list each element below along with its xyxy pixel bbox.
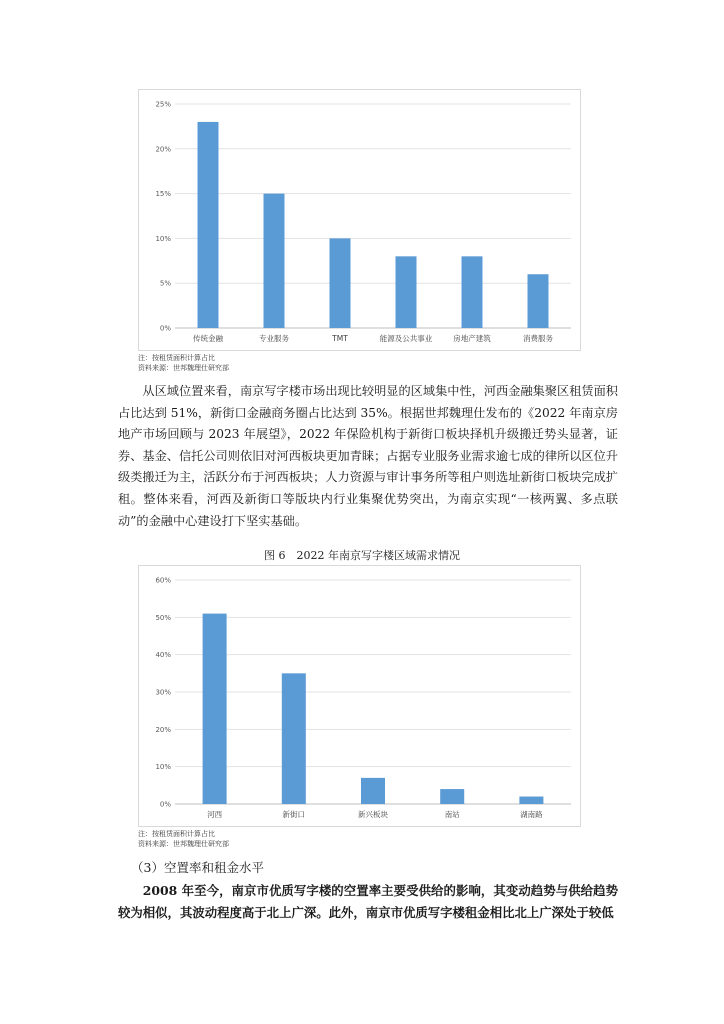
chart2-bar-1 (203, 614, 227, 804)
chart-industry-demand (138, 89, 581, 351)
chart2-bar-2 (282, 673, 306, 804)
chart2-bar-5 (519, 797, 543, 804)
section-subheading: （3）空置率和租金水平 (131, 860, 264, 875)
chart2-ytick-label: 50% (155, 613, 171, 622)
chart1-bar-5 (462, 256, 483, 328)
chart2-category-label: 新街口 (282, 810, 306, 819)
chart1-notes (138, 353, 229, 373)
chart1-ytick-label: 10% (155, 234, 171, 243)
chart1-category-label: 专业服务 (259, 334, 289, 343)
chart2-category-label: 新兴板块 (358, 810, 388, 819)
body-paragraph-1: 从区域位置来看，南京写字楼市场出现比较明显的区域集中性，河西金融集聚区租赁面积占比达到 51%，新街口金融商务圈占比达到 35%。根据世邦魏理仕发布的《2022 年南京房地产市场回顾与 2023 年展望》，2022 年保险机构于新街口板块择机升级搬迁势头显著，证券、基金、信托公司则依旧对河西板块更加青睐；占据专业服务业需求逾七成的律所以区位升级类搬迁为主，活跃分布于河西板块；人力资源与审计事务所等租户则选址新街口板块完成扩租。整体来看，河西及新街口等版块内行业集聚优势突出，为南京实现“一核两翼、多点联动”的金融中心建设打下坚实基础。 (118, 384, 618, 528)
chart-region-demand-svg (139, 566, 582, 828)
chart1-ytick-label: 15% (155, 190, 171, 199)
chart2-bar-3 (361, 778, 385, 804)
chart1-bar-3 (330, 238, 351, 328)
chart2-ytick-label: 60% (155, 576, 171, 585)
chart2-bar-4 (440, 789, 464, 804)
chart2-ytick-label: 10% (155, 763, 171, 772)
chart1-ytick-label: 20% (155, 145, 171, 154)
chart1-bar-1 (198, 122, 219, 328)
chart1-bar-2 (264, 194, 285, 328)
chart1-category-label: 能源及公共事业 (379, 334, 433, 343)
chart1-category-label: 房地产建筑 (453, 334, 491, 343)
body-paragraph-2: 2008 年至今，南京市优质写字楼的空置率主要受供给的影响，其变动趋势与供给趋势较为相似，其波动程度高于北上广深。此外，南京市优质写字楼租金相比北上广深处于较低 (118, 883, 618, 920)
chart1-ytick-label: 5% (159, 279, 171, 288)
chart2-ytick-label: 20% (155, 725, 171, 734)
chart1-ytick-label: 0% (159, 324, 171, 333)
chart1-source: 资料来源：世邦魏理仕研究部 (138, 364, 229, 372)
chart1-bar-4 (396, 256, 417, 328)
chart2-note: 注：按租赁面积计算占比 (138, 830, 215, 838)
chart1-category-label: TMT (332, 334, 348, 343)
chart2-ytick-label: 40% (155, 651, 171, 660)
chart1-category-label: 消费服务 (523, 334, 553, 343)
chart2-notes (138, 829, 229, 849)
chart2-ytick-label: 0% (159, 800, 171, 809)
chart1-ytick-label: 25% (155, 100, 171, 109)
chart2-category-label: 河西 (207, 810, 223, 819)
chart2-category-label: 湖南路 (520, 810, 543, 819)
chart2-ytick-label: 30% (155, 688, 171, 697)
chart1-note: 注：按租赁面积计算占比 (138, 354, 215, 362)
chart1-category-label: 传统金融 (193, 334, 223, 343)
chart1-bar-6 (528, 274, 549, 328)
chart-industry-demand-svg (139, 90, 582, 352)
chart-region-demand (138, 565, 581, 827)
chart2-source: 资料来源：世邦魏理仕研究部 (138, 840, 229, 848)
chart2-category-label: 南站 (444, 810, 460, 819)
figure-6-caption: 图 6 2022 年南京写字楼区域需求情况 (264, 549, 460, 562)
